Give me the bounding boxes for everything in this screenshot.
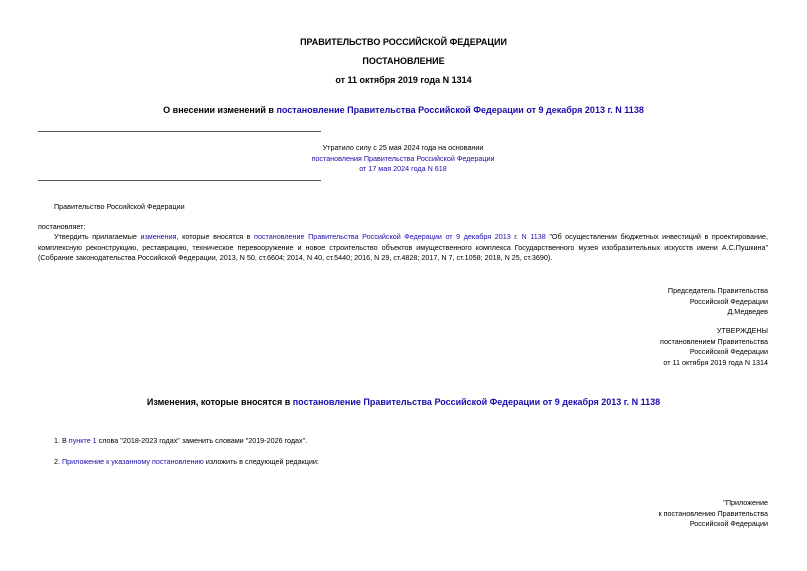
decree-link[interactable]: постановление Правительства Российской Федерации от 9 декабря 2013 г. N 1138 xyxy=(254,232,546,241)
changes-link[interactable]: изменения xyxy=(140,232,177,241)
divider-bottom xyxy=(38,180,321,181)
header-org: ПРАВИТЕЛЬСТВО РОССИЙСКОЙ ФЕДЕРАЦИИ xyxy=(300,37,507,47)
changes-title-link[interactable]: постановление Правительства Российской Федерации от 9 декабря 2013 г. N 1138 xyxy=(292,397,661,407)
appendix-line-2: к постановлению Правительства xyxy=(658,508,768,518)
paragraph-text-mid: , которые вносятся в xyxy=(176,232,255,241)
header-doc-type: ПОСТАНОВЛЕНИЕ xyxy=(362,56,445,66)
approved-line-1: УТВЕРЖДЕНЫ xyxy=(716,326,768,335)
signature-line-3: Д.Медведев xyxy=(727,307,768,316)
item-2-link[interactable]: Приложение к указанному постановлению xyxy=(62,457,204,466)
approved-block xyxy=(660,326,768,368)
title-prefix: О внесении изменений в xyxy=(163,105,277,115)
item-2-number: 2. xyxy=(54,457,62,466)
repeal-notice-line: Утратило силу с 25 мая 2024 года на основании xyxy=(322,143,484,152)
signature-block xyxy=(668,286,768,318)
signature-line-2: Российской Федерации xyxy=(689,296,768,306)
header-date: от 11 октября 2019 года N 1314 xyxy=(335,75,472,85)
main-paragraph xyxy=(38,232,768,264)
decrees-line: постановляет: xyxy=(38,222,86,231)
signature-line-1: Председатель Правительства xyxy=(667,286,768,295)
changes-title-prefix: Изменения, которые вносятся в xyxy=(146,397,293,407)
change-item-1 xyxy=(54,436,307,447)
appendix-block xyxy=(658,498,768,530)
change-item-2 xyxy=(54,457,319,468)
item-1-text: слова "2018-2023 годах" заменить словами "2019-2026 годах". xyxy=(96,436,308,445)
appendix-line-3: Российской Федерации xyxy=(689,519,768,528)
item-1-link[interactable]: пункте 1 xyxy=(68,436,97,445)
changes-title xyxy=(0,396,807,408)
appendix-line-1: "Приложение xyxy=(723,498,768,507)
approved-line-4: от 11 октября 2019 года N 1314 xyxy=(663,357,768,367)
divider-top xyxy=(38,131,321,132)
repeal-notice-link-2[interactable]: от 17 мая 2024 года N 618 xyxy=(359,164,447,173)
paragraph-text-start: Утвердить прилагаемые xyxy=(54,232,141,241)
approved-line-2: постановлением Правительства xyxy=(660,336,768,346)
paragraph-text-end: "Об осуществлении бюджетных инвестиций в проектирование, комплексную реконструкцию, реставрацию, техническое перевооружение и новое строительство объектов имущественного комплекса Государственного музея изобразительных искусств имени А.С.Пушкина" (Собрание законодательства Российской Федерации, 2013, N 50, ст.6604; 2014, N 40, ст.5440; 2016, N 29, ст.4828; 2017, N 7, ст.1058; 2018, N 25, ст.3690). xyxy=(38,232,769,262)
government-line: Правительство Российской Федерации xyxy=(54,202,185,211)
approved-line-3: Российской Федерации xyxy=(689,347,768,356)
repeal-notice-link-1[interactable]: постановления Правительства Российской Федерации xyxy=(311,153,495,163)
document-title xyxy=(0,104,807,116)
item-1-number: 1. В xyxy=(54,436,69,445)
item-2-text: изложить в следующей редакции: xyxy=(203,457,319,466)
repeal-notice xyxy=(38,143,768,175)
title-link[interactable]: постановление Правительства Российской Федерации от 9 декабря 2013 г. N 1138 xyxy=(276,105,644,115)
